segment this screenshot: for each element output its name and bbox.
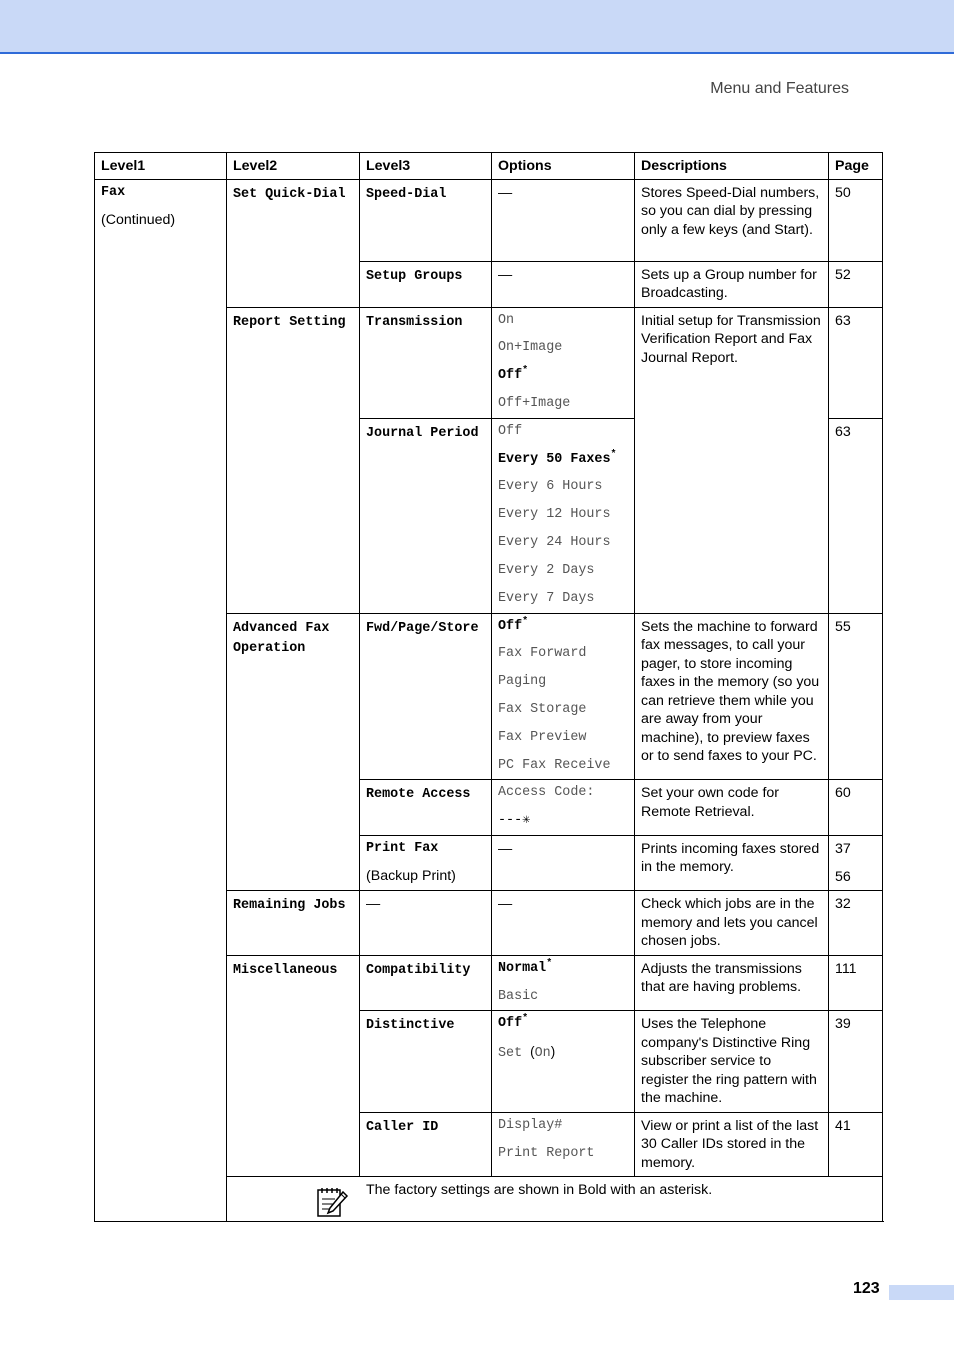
level3-label: Caller ID — [366, 1119, 439, 1135]
options-cell — [492, 1011, 635, 1113]
page-number: 123 — [853, 1280, 880, 1297]
page-cell: 55 — [829, 613, 883, 780]
footnote-text: The factory settings are shown in Bold with an asterisk. — [366, 1182, 713, 1199]
option-item: Fax Storage — [498, 702, 587, 718]
access-code-label: Access Code: — [498, 785, 595, 801]
col-header-page: Page — [829, 153, 883, 180]
option-item: Fax Forward — [498, 646, 587, 662]
option-item: Off — [498, 423, 523, 439]
options-cell — [492, 891, 635, 956]
description-cell: Check which jobs are in the memory and lets you cancel chosen jobs. — [635, 891, 829, 956]
col-header-descriptions: Descriptions — [635, 153, 829, 180]
options-cell — [492, 418, 635, 613]
level3-label: Compatibility — [366, 962, 471, 978]
level3-label: Fwd/Page/Store — [366, 620, 479, 636]
level2-cell — [227, 891, 360, 956]
col-header-level2: Level2 — [227, 153, 360, 180]
level3-label: Remote Access — [366, 787, 471, 803]
level2-label: Miscellaneous — [233, 962, 338, 978]
level3-cell — [360, 955, 492, 1010]
level2-label: Report Setting — [233, 314, 346, 330]
level3-dash: — — [366, 896, 381, 913]
default-asterisk: * — [522, 616, 529, 628]
options-cell — [492, 179, 635, 261]
level3-cell — [360, 613, 492, 780]
table-header-row — [95, 153, 883, 180]
note-pencil-icon — [315, 1184, 349, 1218]
description-cell: Initial setup for Transmission Verification Report and Fax Journal Report. — [635, 307, 829, 613]
level3-cell — [360, 1011, 492, 1113]
option-item: Print Report — [498, 1145, 595, 1161]
option-item: Every 7 Days — [498, 591, 595, 607]
table-row — [95, 179, 883, 261]
page-cell: 63 — [829, 418, 883, 613]
level3-cell — [360, 835, 492, 890]
description-cell: Stores Speed-Dial numbers, so you can dial by pressing only a few keys (and Start). — [635, 179, 829, 261]
level1-cell — [95, 179, 227, 1222]
option-item: On+Image — [498, 340, 563, 356]
description-cell: Prints incoming faxes stored in the memory. — [635, 835, 829, 890]
option-dash: — — [498, 266, 513, 283]
option-item: Paging — [498, 674, 547, 690]
level3-cell — [360, 261, 492, 307]
option-item: Display# — [498, 1117, 563, 1133]
description-cell: Uses the Telephone company's Distinctive Ring subscriber service to register the ring pattern with the machine. — [635, 1011, 829, 1113]
col-header-level3: Level3 — [360, 153, 492, 180]
options-cell — [492, 780, 635, 835]
level3-note: (Backup Print) — [366, 868, 456, 885]
level2-label: Remaining Jobs — [233, 898, 346, 914]
level3-label: Distinctive — [366, 1018, 455, 1034]
level2-cell — [227, 179, 360, 307]
level3-cell — [360, 780, 492, 835]
page-cell: 60 — [829, 780, 883, 835]
default-asterisk: * — [610, 449, 617, 461]
col-header-level1: Level1 — [95, 153, 227, 180]
level2-cell — [227, 307, 360, 613]
level3-label: Transmission — [366, 314, 463, 330]
page-cell — [829, 835, 883, 890]
option-item: Every 6 Hours — [498, 479, 603, 495]
description-cell: Sets the machine to forward fax messages, to call your pager, to store incoming faxes in the memory (so you can retrieve them while you are away from your machine), to preview faxes or to send faxes to your PC. — [635, 613, 829, 780]
page-cell: 63 — [829, 307, 883, 418]
footnote-cell — [227, 1177, 883, 1222]
level3-label: Speed-Dial — [366, 186, 447, 202]
option-dash: — — [498, 184, 513, 201]
level2-label: Set Quick-Dial — [233, 186, 346, 202]
option-item: Every 12 Hours — [498, 507, 611, 523]
level3-cell — [360, 891, 492, 956]
page-cell: 32 — [829, 891, 883, 956]
page-cell: 41 — [829, 1112, 883, 1177]
option-item-default: Every 50 Faxes* — [498, 449, 617, 467]
level3-cell — [360, 179, 492, 261]
option-dash: — — [498, 896, 513, 913]
level2-cell — [227, 613, 360, 891]
option-item-default: Off* — [498, 365, 529, 384]
page-ref: 56 — [835, 868, 851, 885]
description-cell: Sets up a Group number for Broadcasting. — [635, 261, 829, 307]
option-item: Every 2 Days — [498, 563, 595, 579]
option-dash: — — [498, 840, 513, 857]
option-item: Fax Preview — [498, 730, 587, 746]
level3-label: Journal Period — [366, 425, 479, 441]
options-cell — [492, 261, 635, 307]
level3-label: Print Fax — [366, 840, 439, 856]
option-item-default: Off* — [498, 1013, 529, 1032]
level3-cell — [360, 418, 492, 613]
option-item: Every 24 Hours — [498, 535, 611, 551]
page-cell: 39 — [829, 1011, 883, 1113]
running-header: Menu and Features — [710, 80, 849, 97]
description-cell: View or print a list of the last 30 Caller IDs stored in the memory. — [635, 1112, 829, 1177]
option-item: On — [498, 312, 515, 328]
options-cell — [492, 307, 635, 418]
options-cell — [492, 835, 635, 890]
level3-label: Setup Groups — [366, 268, 463, 284]
description-cell: Adjusts the transmissions that are having problems. — [635, 955, 829, 1010]
page-cell: 111 — [829, 955, 883, 1010]
options-cell — [492, 613, 635, 780]
option-item-default: Off* — [498, 616, 529, 634]
default-asterisk: * — [546, 958, 553, 970]
access-code-value: ---✳ — [498, 813, 531, 829]
page-cell: 52 — [829, 261, 883, 307]
level1-note: (Continued) — [101, 212, 176, 228]
option-item: Off+Image — [498, 396, 571, 412]
page-cell: 50 — [829, 179, 883, 261]
options-cell — [492, 1112, 635, 1177]
level2-label: Advanced Fax Operation — [233, 620, 330, 657]
level3-cell — [360, 1112, 492, 1177]
description-cell: Set your own code for Remote Retrieval. — [635, 780, 829, 835]
option-item-default: Normal* — [498, 958, 553, 976]
top-band — [0, 0, 954, 54]
page-tab — [889, 1285, 954, 1300]
page-ref: 37 — [835, 840, 851, 857]
option-item: Set (On) — [498, 1044, 556, 1062]
options-cell — [492, 955, 635, 1010]
option-item: Basic — [498, 988, 539, 1004]
default-asterisk: * — [522, 365, 529, 377]
menu-table — [94, 152, 883, 1222]
level3-cell — [360, 307, 492, 418]
level1-name: Fax — [101, 184, 126, 200]
col-header-options: Options — [492, 153, 635, 180]
level2-cell — [227, 955, 360, 1176]
default-asterisk: * — [522, 1013, 529, 1025]
option-item: PC Fax Receive — [498, 757, 611, 773]
